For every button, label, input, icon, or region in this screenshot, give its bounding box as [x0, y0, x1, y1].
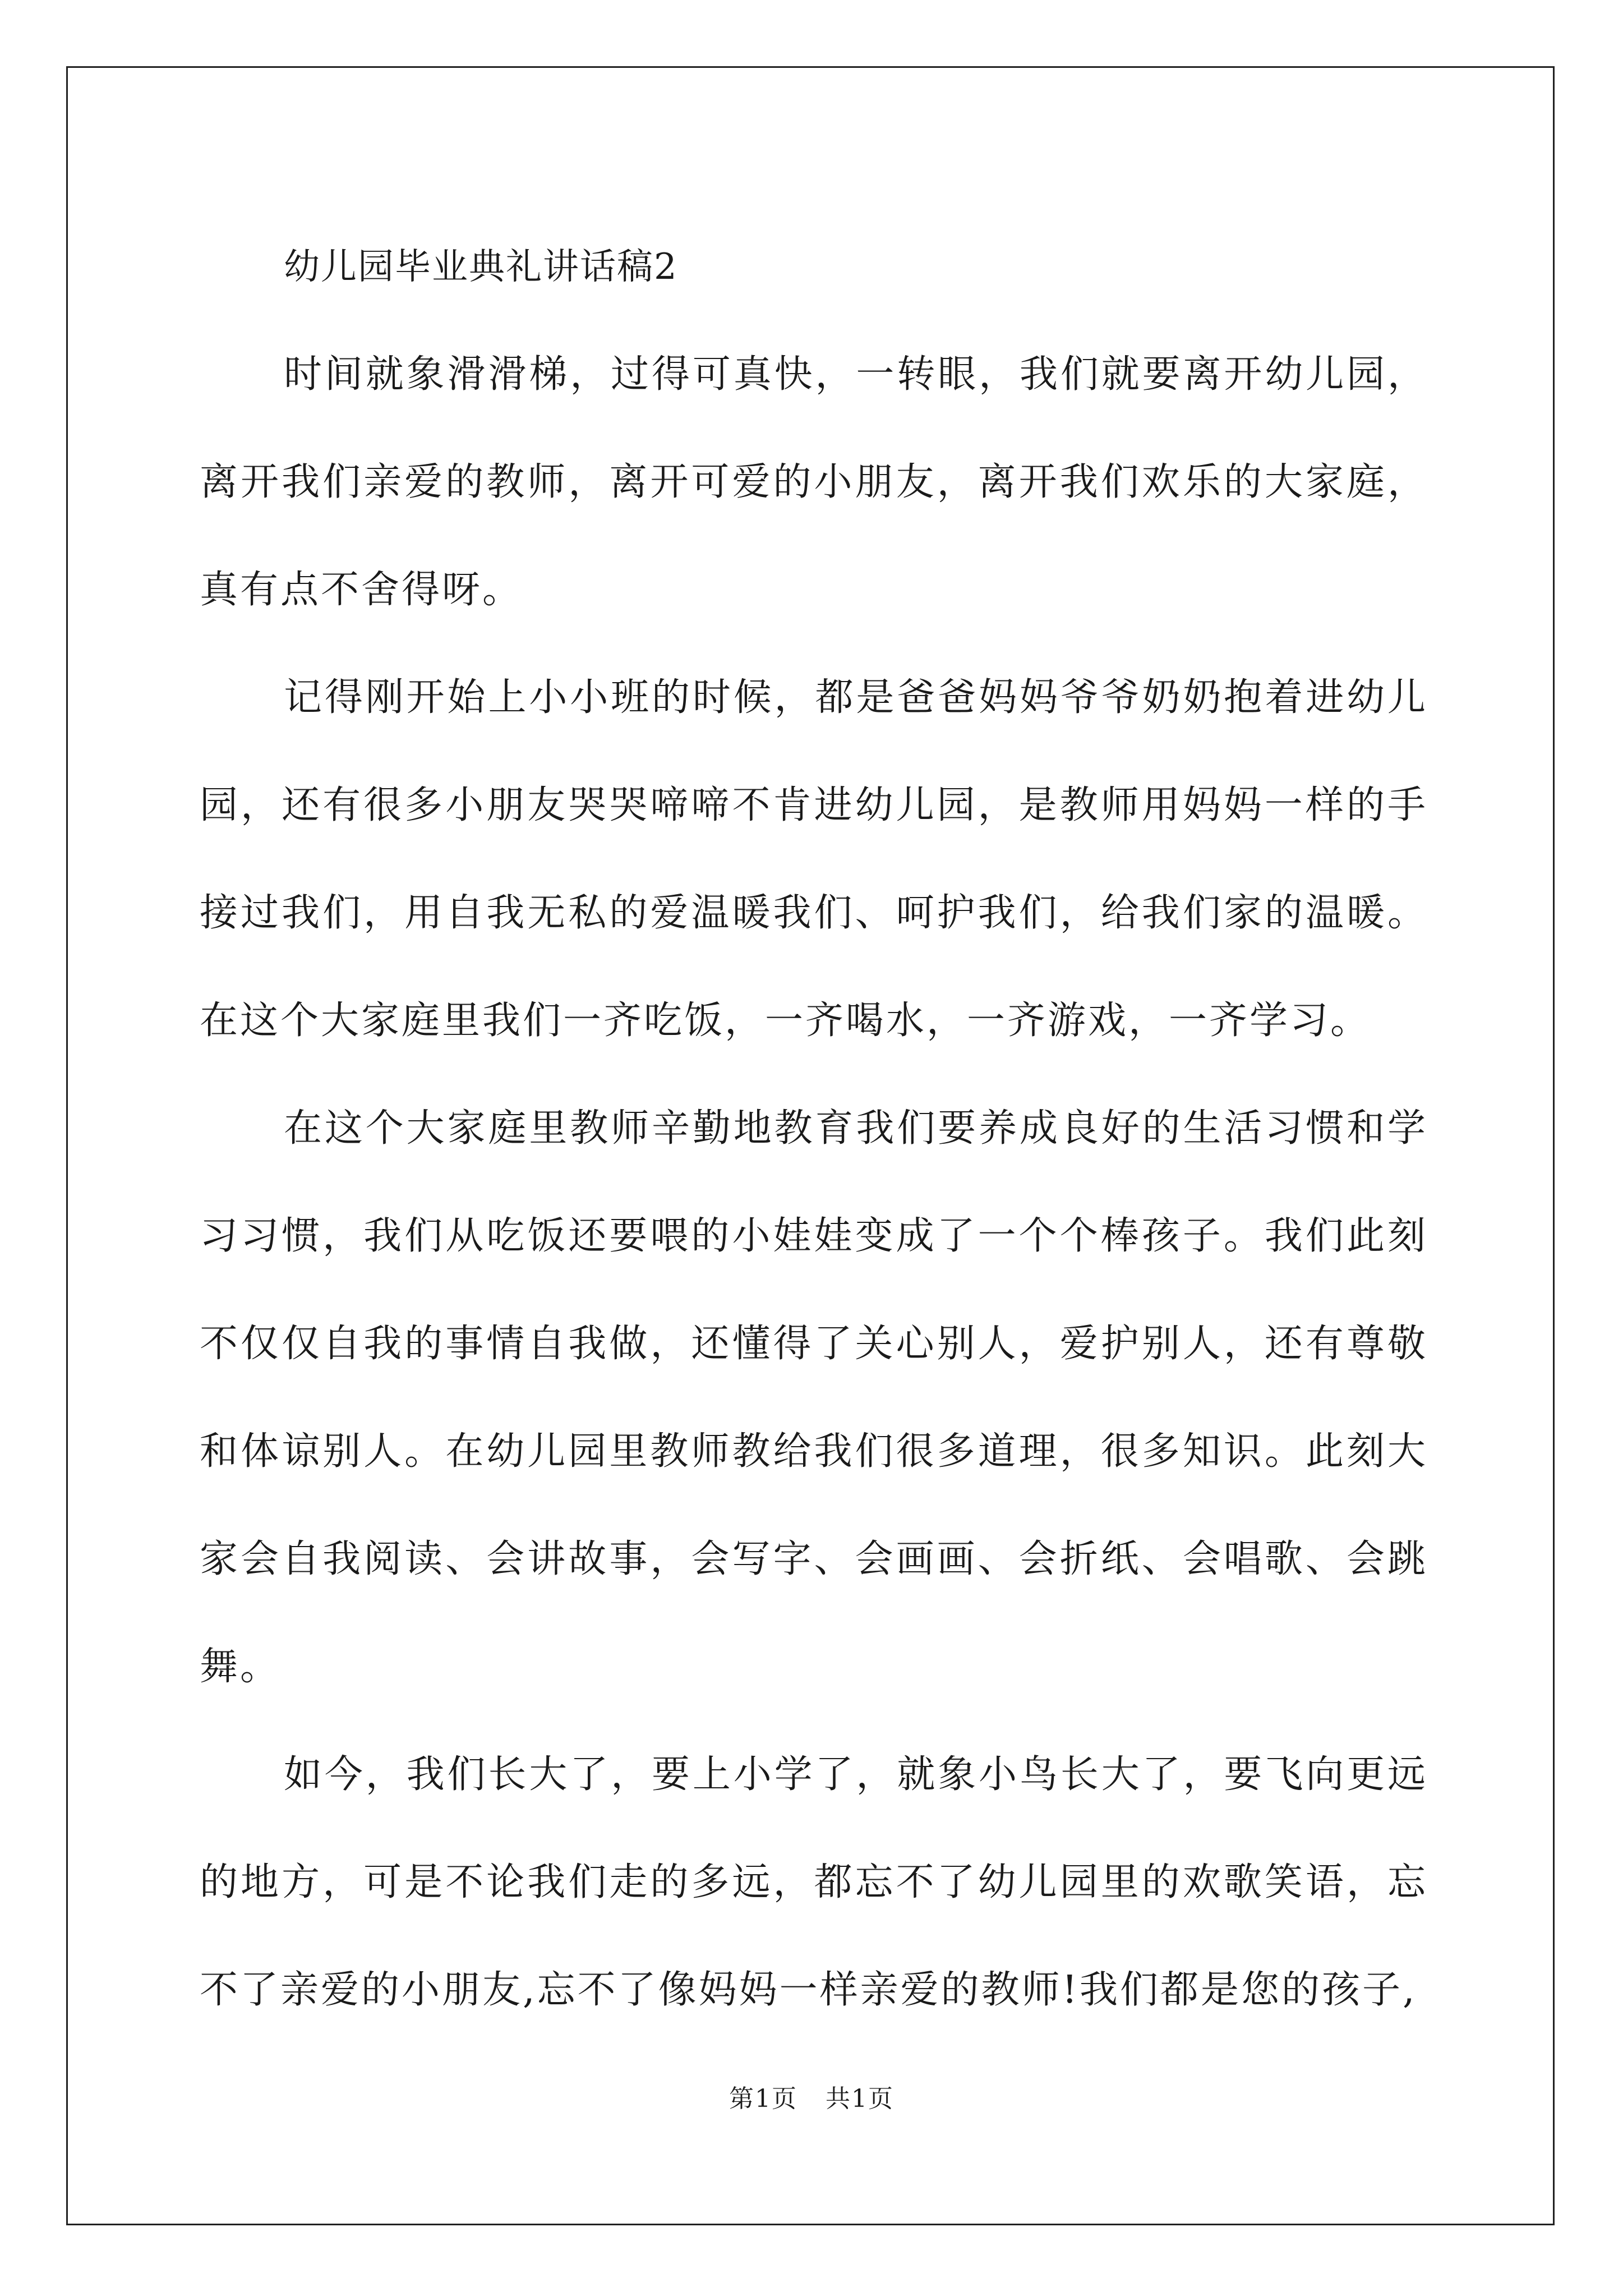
page-total: 共1页 [826, 2085, 894, 2113]
page-number: 第1页 [729, 2085, 797, 2113]
document-title: 幼儿园毕业典礼讲话稿2 [284, 246, 678, 288]
paragraph-1: 时间就象滑滑梯，过得可真快，一转眼，我们就要离开幼儿园，离开我们亲爱的教师，离开可爱的小朋友，离开我们欢乐的大家庭，真有点不舍得呀。 [200, 352, 1428, 612]
paragraph-4: 如今，我们长大了，要上小学了，就象小鸟长大了，要飞向更远的地方，可是不论我们走的多远，都忘不了幼儿园里的欢歌笑语，忘不了亲爱的小朋友,忘不了像妈妈一样亲爱的教师!我们都是您的孩子, [200, 1752, 1428, 2012]
paragraph-3: 在这个大家庭里教师辛勤地教育我们要养成良好的生活习惯和学习习惯，我们从吃饭还要喂的小娃娃变成了一个个棒孩子。我们此刻不仅仅自我的事情自我做，还懂得了关心别人，爱护别人，还有尊敬和体谅别人。在幼儿园里教师教给我们很多道理，很多知识。此刻大家会自我阅读、会讲故事，会写字、会画画、会折纸、会唱歌、会跳舞。 [200, 1106, 1428, 1689]
paragraph-2: 记得刚开始上小小班的时候，都是爸爸妈妈爷爷奶奶抱着进幼儿园，还有很多小朋友哭哭啼啼不肯进幼儿园，是教师用妈妈一样的手接过我们，用自我无私的爱温暖我们、呵护我们，给我们家的温暖。在这个大家庭里我们一齐吃饭，一齐喝水，一齐游戏，一齐学习。 [200, 675, 1428, 1043]
page-footer [0, 2082, 1623, 2116]
document-body [200, 213, 1428, 2044]
